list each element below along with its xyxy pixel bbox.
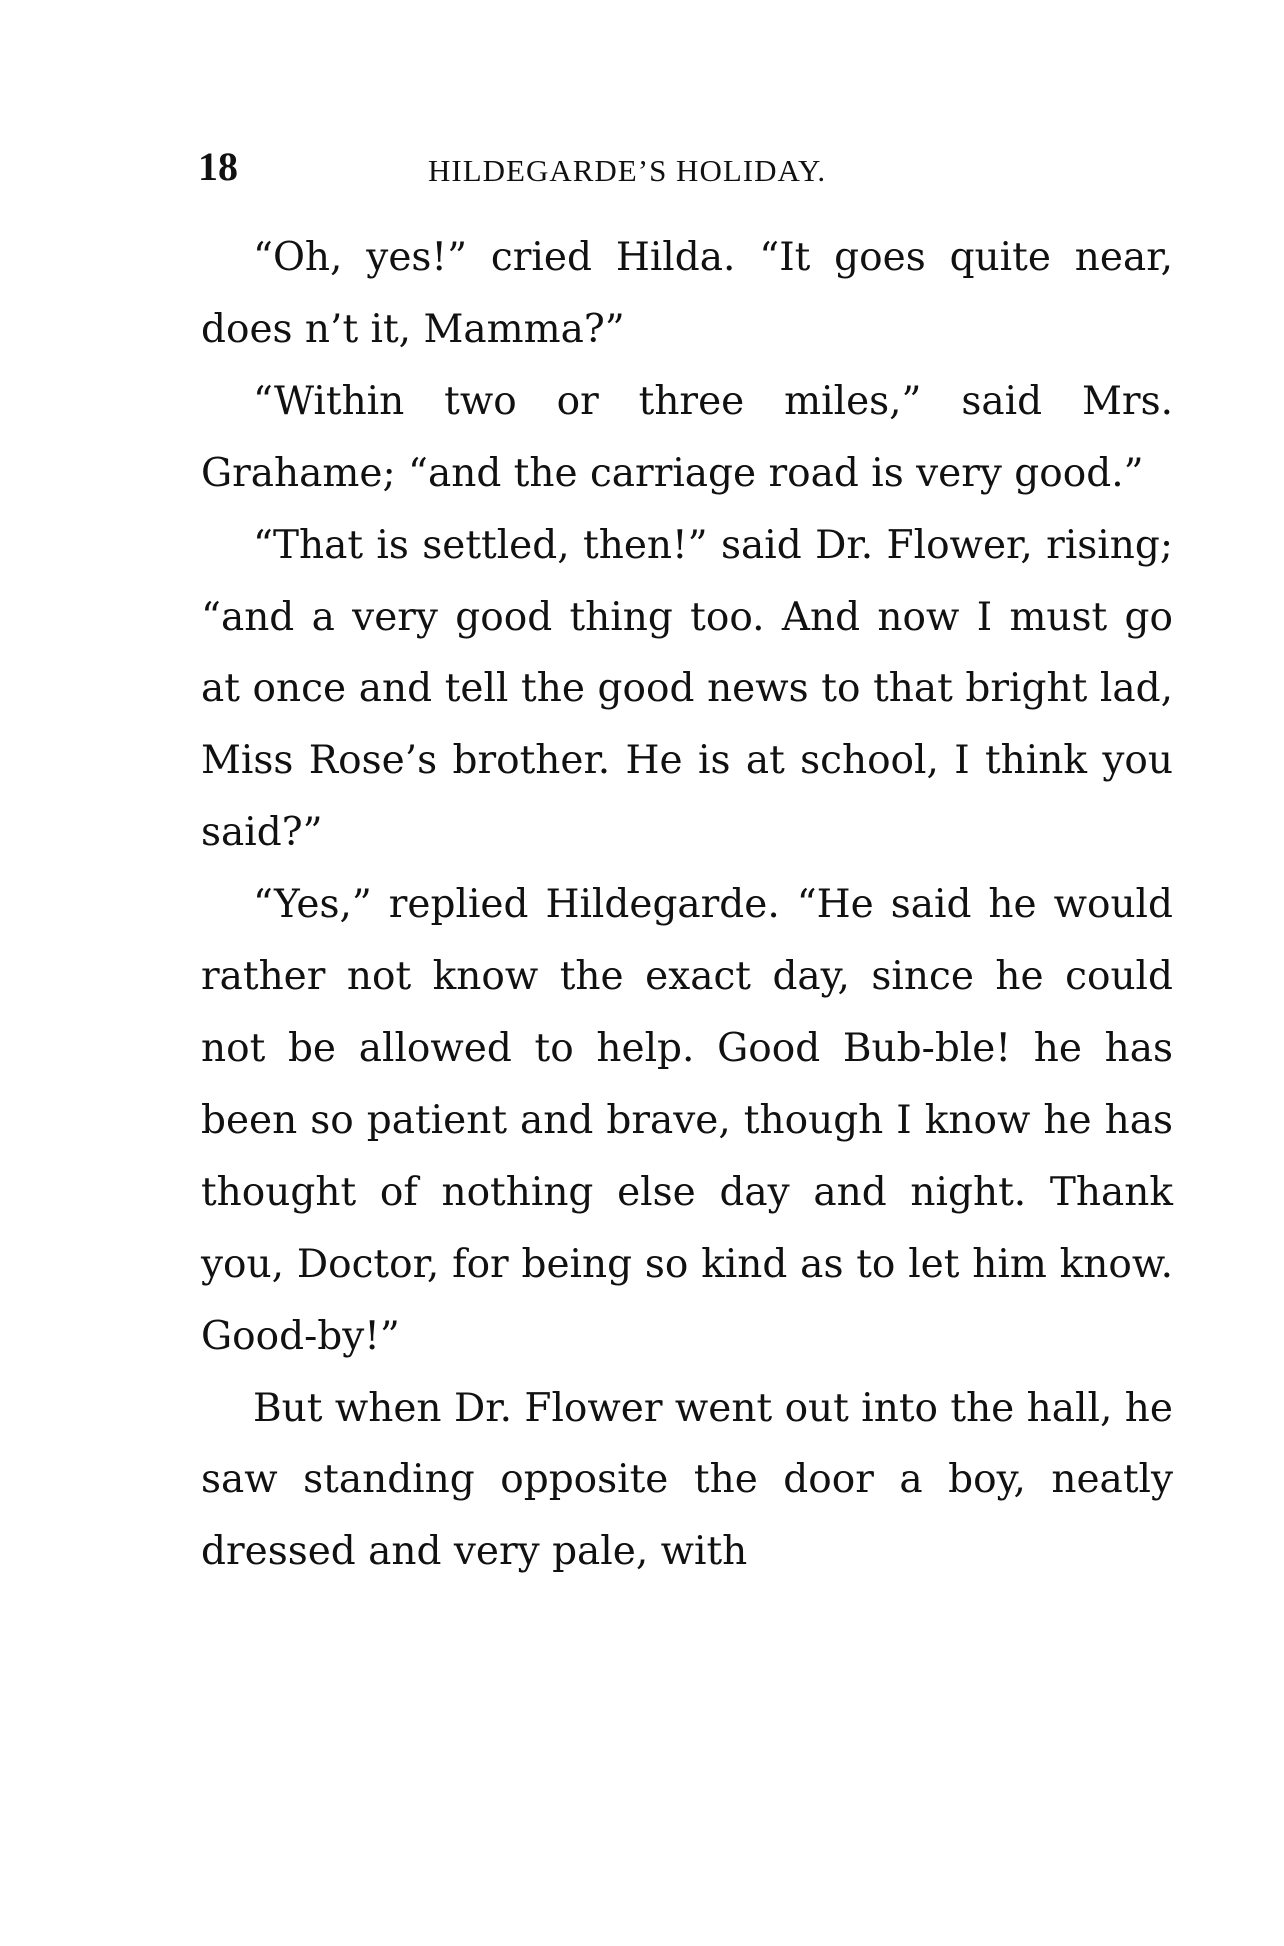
paragraph-1: “Oh, yes!” cried Hilda. “It goes quite near, does n’t it, Mamma?” [201, 235, 1173, 352]
running-title: HILDEGARDE’S HOLIDAY. [428, 153, 827, 188]
paragraph-5: But when Dr. Flower went out into the hall, he saw standing opposite the door a boy, neatly dressed and very pale, with [201, 1385, 1173, 1575]
paragraph-3: “That is settled, then!” said Dr. Flower, rising; “and a very good thing too. And now I must go at once and tell the good news to that bright lad, Miss Rose’s brother. He is at school, I think you said?” [201, 522, 1173, 856]
body-text [201, 222, 1173, 1588]
page-number: 18 [198, 144, 238, 189]
running-head [198, 142, 1258, 192]
paragraph-4: “Yes,” replied Hildegarde. “He said he would rather not know the exact day, since he could not be allowed to help. Good Bub-ble! he has been so patient and brave, though I know he has thought of nothing else day and night. Thank you, Doctor, for being so kind as to let him know. Good-by!” [201, 882, 1173, 1359]
paragraph-2: “Within two or three miles,” said Mrs. Grahame; “and the carriage road is very good.” [201, 378, 1173, 496]
